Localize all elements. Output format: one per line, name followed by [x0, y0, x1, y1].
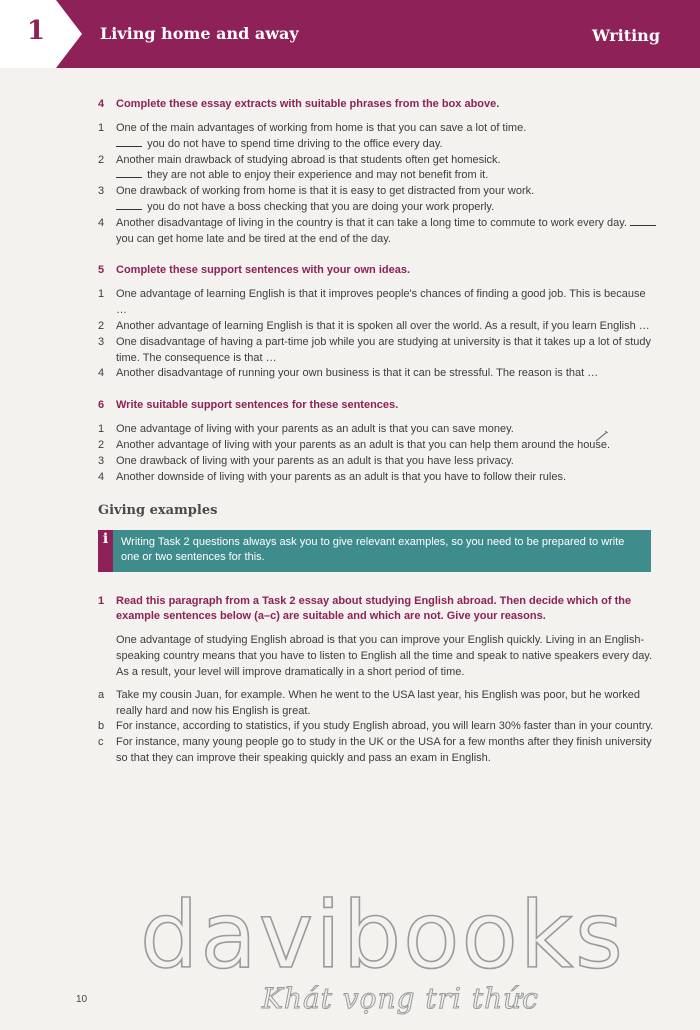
item-text: One advantage of living with your parents as an adult is that you can save money. — [116, 423, 514, 436]
list-item — [98, 121, 658, 153]
item-text: One advantage of learning English is that it improves people's chances of finding a good job. This is because … — [116, 288, 646, 317]
info-box — [98, 530, 651, 572]
answer-blank[interactable] — [116, 200, 142, 210]
item-text: Another main drawback of studying abroad is that students often get homesick. — [116, 153, 501, 166]
question-5 — [98, 263, 658, 382]
essay-paragraph: One advantage of studying English abroad is that you can improve your English quickly. Living in an English-speaking country means that you have to listen to English all the time and speak to native speakers every day. As a result, your level will improve dramatically in a short period of time. — [116, 634, 653, 678]
info-text: Writing Task 2 questions always ask you to give relevant examples, so you need to be prepared to write one or two sentences for this. — [113, 530, 651, 572]
page-number: 10 — [76, 994, 88, 1005]
item-number: 2 — [98, 438, 105, 451]
item-text: For instance, according to statistics, if you study English abroad, you will learn 30% faster than in your country. — [116, 720, 654, 733]
item-text: Another disadvantage of running your own business is that it can be stressful. The reason is that … — [116, 367, 599, 380]
question-6 — [98, 398, 658, 485]
list-item — [98, 470, 658, 486]
list-item — [98, 438, 658, 454]
item-text: they are not able to enjoy their experience and may not benefit from it. — [147, 169, 489, 182]
question-instruction: Complete these essay extracts with suitable phrases from the box above. — [116, 98, 500, 110]
question-5-list — [98, 287, 658, 382]
item-letter: a — [98, 688, 105, 701]
item-text: One drawback of living with your parents as an adult is that you have less privacy. — [116, 454, 514, 467]
item-text: One drawback of working from home is that it is easy to get distracted from your work. — [116, 185, 535, 198]
item-text: you can get home late and be tired at the end of the day. — [116, 232, 391, 245]
question-instruction: Write suitable support sentences for these sentences. — [116, 399, 399, 412]
item-number: 1 — [98, 288, 105, 301]
item-number: 4 — [98, 367, 105, 380]
item-text: One of the main advantages of working from home is that you can save a lot of time. — [116, 122, 527, 134]
watermark-logo: davibooks — [140, 882, 625, 989]
question-6-list — [98, 422, 658, 485]
item-number: 1 — [98, 423, 105, 436]
item-text: Another downside of living with your parents as an adult is that you have to follow their rules. — [116, 470, 567, 483]
question-6-title — [98, 398, 658, 413]
question-number: 1 — [98, 595, 105, 608]
list-item — [98, 719, 658, 735]
item-text: Take my cousin Juan, for example. When he went to the USA last year, his English was poor, but he worked really hard and now his English is great. — [116, 688, 640, 717]
unit-number: 1 — [26, 16, 46, 46]
list-item — [98, 735, 658, 767]
item-number: 3 — [98, 185, 105, 198]
item-text: Another advantage of living with your parents as an adult is that you can help them around the house. — [116, 438, 611, 451]
answer-blank[interactable] — [116, 168, 142, 178]
question-1 — [98, 594, 658, 766]
item-text: you do not have a boss checking that you are doing your work properly. — [147, 200, 495, 213]
item-letter: c — [98, 736, 104, 749]
pencil-mark-icon — [595, 430, 609, 442]
item-text: Another advantage of learning English is that it is spoken all over the world. As a result, if you learn English … — [116, 319, 650, 332]
item-letter: b — [98, 720, 105, 733]
item-number: 2 — [98, 153, 105, 166]
item-number: 3 — [98, 454, 105, 467]
question-instruction: Complete these support sentences with your own ideas. — [116, 264, 411, 277]
watermark-tagline: Khát vọng tri thức — [262, 982, 539, 1015]
section-heading: Giving examples — [98, 503, 218, 519]
list-item — [98, 319, 658, 335]
list-item — [98, 153, 658, 185]
item-number: 4 — [98, 216, 105, 229]
answer-blank[interactable] — [630, 216, 656, 226]
question-number: 6 — [98, 399, 105, 412]
info-icon: i — [98, 530, 113, 572]
question-1-title — [98, 594, 658, 624]
unit-header — [0, 0, 700, 68]
question-4 — [98, 97, 658, 247]
question-4-title — [98, 97, 658, 112]
list-item — [98, 422, 658, 438]
item-number: 4 — [98, 470, 105, 483]
item-number: 3 — [98, 335, 105, 348]
item-number: 2 — [98, 319, 105, 332]
example-sentences-list — [98, 688, 658, 767]
question-number: 4 — [98, 98, 105, 110]
item-text: For instance, many young people go to study in the UK or the USA for a few months after they finish university so that they can improve their speaking quickly and pass an exam in English. — [116, 736, 652, 764]
question-number: 5 — [98, 264, 105, 277]
question-4-list — [98, 121, 658, 247]
list-item — [98, 184, 658, 216]
item-number: 1 — [98, 122, 105, 134]
question-instruction: Read this paragraph from a Task 2 essay about studying English abroad. Then decide which of the example sentences below (a–c) are suitable and which are not. Give your reasons. — [116, 595, 632, 623]
list-item — [98, 287, 658, 319]
list-item — [98, 216, 658, 248]
page-content — [98, 97, 658, 783]
unit-title: Living home and away — [100, 24, 299, 43]
list-item — [98, 366, 658, 382]
item-text: you do not have to spend time driving to the office every day. — [147, 137, 443, 150]
list-item — [98, 335, 658, 367]
question-5-title — [98, 263, 658, 278]
list-item — [98, 454, 658, 470]
item-text: Another disadvantage of living in the country is that it can take a long time to commute to work every day. — [116, 216, 627, 229]
list-item — [98, 688, 658, 720]
section-title: Writing — [591, 26, 660, 45]
item-text: One disadvantage of having a part-time job while you are studying at university is that it takes up a lot of study time. The consequence is that … — [116, 335, 652, 364]
answer-blank[interactable] — [116, 137, 142, 147]
